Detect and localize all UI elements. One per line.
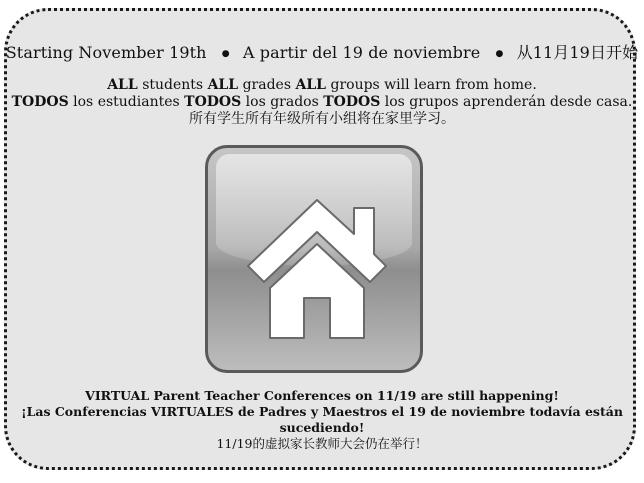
conferences-chinese: 11/19的虚拟家长教师大会仍在举行！ xyxy=(216,436,428,451)
start-date-english: Starting November 19th xyxy=(5,43,207,62)
conferences-spanish: ¡Las Conferencias VIRTUALES de Padres y Maestros el 19 de noviembre todavía están sucediendo! xyxy=(21,404,623,435)
remote-learning-chinese: 所有学生所有年级所有小组将在家里学习。 xyxy=(189,111,455,127)
house-shape xyxy=(208,148,423,373)
start-date-spanish: A partir del 19 de noviembre xyxy=(242,43,481,62)
remote-learning-spanish: TODOS los estudiantes TODOS los grados TODOS los grupos aprenderán desde casa. xyxy=(11,94,633,110)
start-date-chinese: 从11月19日开始 xyxy=(516,43,639,62)
remote-learning-english: ALL students ALL grades ALL groups will learn from home. xyxy=(107,77,537,93)
bullet-dot-icon: ● xyxy=(221,48,230,59)
conferences-english: VIRTUAL Parent Teacher Conferences on 11/19 are still happening! xyxy=(85,388,559,403)
home-icon xyxy=(205,145,423,373)
conferences-notice xyxy=(0,388,644,452)
bullet-dot-icon: ● xyxy=(495,48,504,59)
remote-learning-notice xyxy=(0,77,644,128)
start-date-line xyxy=(0,40,644,63)
